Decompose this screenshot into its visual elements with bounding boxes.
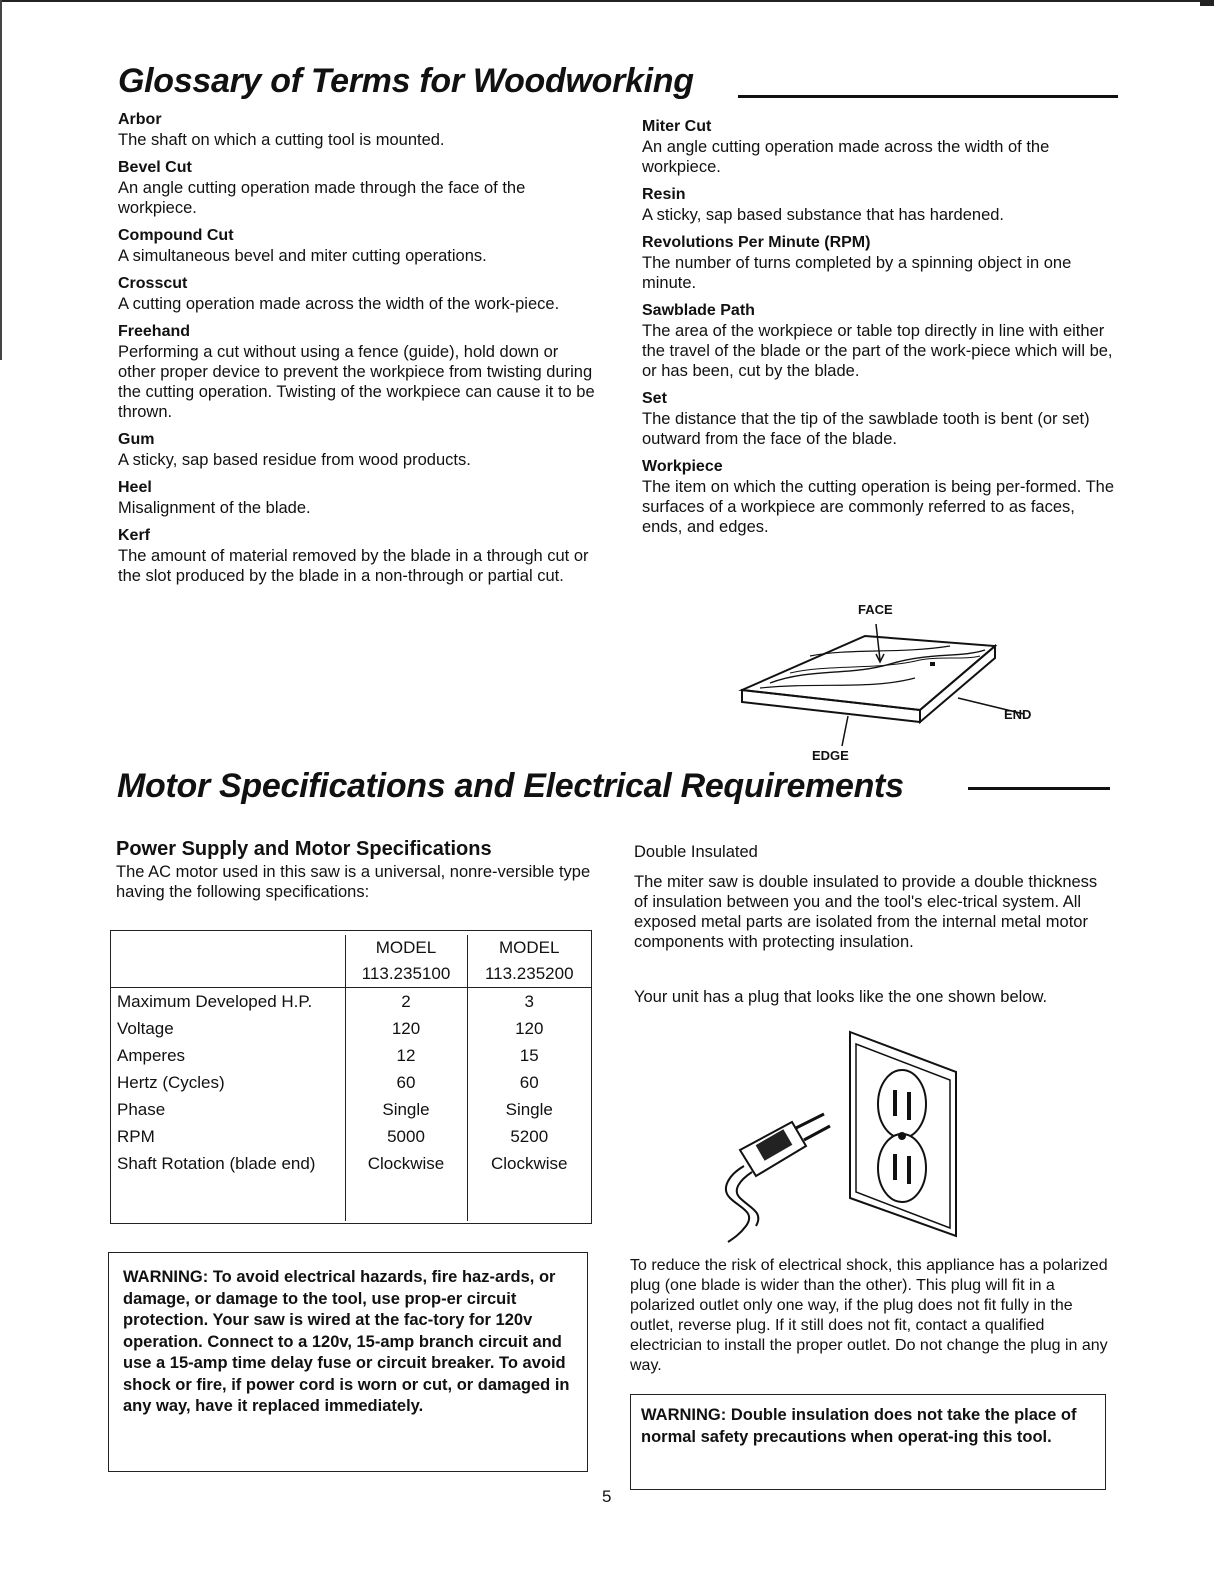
table-row: Hertz (Cycles) 60 60 (111, 1069, 591, 1096)
glossary-title-rule (738, 95, 1118, 98)
figure-label-edge: EDGE (812, 748, 849, 763)
motor-title-rule (968, 787, 1110, 790)
column-header: MODEL (345, 935, 467, 961)
page-number: 5 (602, 1487, 612, 1506)
polarized-plug-para: To reduce the risk of electrical shock, this appliance has a polarized plug (one blade is wider than the other). This plug will fit in a polarized outlet only one way, if the plug does not fit fully in the outlet, reverse plug. If it still does not fit, contact a qualified electrician to install the proper outlet. Do not change the plug in any way. (630, 1257, 1108, 1374)
figure-label-end: END (1004, 707, 1032, 722)
plug-outlet-figure (700, 1026, 970, 1244)
warning-electrical-box (108, 1252, 588, 1472)
glossary-left-column (118, 110, 596, 594)
table-row: Voltage 120 120 (111, 1015, 591, 1042)
glossary-term: Gum A sticky, sap based residue from wood products. (118, 431, 471, 469)
glossary-term: Bevel Cut An angle cutting operation made through the face of the workpiece. (118, 159, 526, 217)
warning-double-insulation-box (630, 1394, 1106, 1490)
warning-electrical-text: WARNING: To avoid electrical hazards, fire haz-ards, or damage, or damage to the tool, use prop-er circuit protection. Your saw is wired at the fac-tory for 120v operation. Connect to a 120v, 15-amp branch circuit and use a 15-amp time delay fuse or circuit breaker. To avoid shock or fire, if power cord is worn or cut, or damaged in any way, have it replaced immediately. (123, 1268, 570, 1415)
double-insulated-heading: Double Insulated (634, 843, 758, 861)
table-row: RPM 5000 5200 (111, 1123, 591, 1150)
table-row: Maximum Developed H.P. 2 3 (111, 988, 591, 1016)
spec-table-box (110, 930, 592, 1224)
table-row: Amperes 12 15 (111, 1042, 591, 1069)
left-edge-mark (0, 0, 2, 360)
table-row: Phase Single Single (111, 1096, 591, 1123)
double-insulated-para: The miter saw is double insulated to provide a double thickness of insulation between you and the tool's elec-trical system. All exposed metal parts are isolated from the internal metal motor components with protecting insulation. (634, 873, 1098, 951)
plug-intro-para: Your unit has a plug that looks like the one shown below. (634, 988, 1048, 1006)
figure-label-face: FACE (858, 602, 893, 617)
glossary-term: Set The distance that the tip of the sawblade tooth is bent (or set) outward from the face of the blade. (642, 390, 1090, 448)
glossary-term: Sawblade Path The area of the workpiece or table top directly in line with either the travel of the blade or the part of the work-piece which will be, or has been, cut by the blade. (642, 302, 1113, 380)
power-supply-heading: Power Supply and Motor Specifications (116, 838, 492, 860)
table-header-row (111, 961, 591, 988)
glossary-term: Miter Cut An angle cutting operation made across the width of the workpiece. (642, 118, 1050, 176)
glossary-right-column (642, 117, 1116, 545)
column-header: MODEL (467, 935, 591, 961)
model-number: 113.235100 (345, 961, 467, 988)
glossary-term: Compound Cut A simultaneous bevel and miter cutting operations. (118, 227, 487, 265)
workpiece-drawing (730, 598, 1050, 768)
glossary-term: Crosscut A cutting operation made across the width of the work-piece. (118, 275, 560, 313)
plug-outlet-drawing (700, 1026, 970, 1244)
glossary-term: Workpiece The item on which the cutting operation is being per-formed. The surfaces of a workpiece are commonly referred to as faces, ends, and edges. (642, 458, 1115, 536)
model-number: 113.235200 (467, 961, 591, 988)
warning-double-insulation-text: WARNING: Double insulation does not take the place of normal safety precautions when operat-ing this tool. (641, 1406, 1077, 1446)
workpiece-figure (730, 598, 1050, 768)
motor-title: Motor Specifications and Electrical Requirements (117, 767, 904, 805)
glossary-term: Revolutions Per Minute (RPM) The number of turns completed by a spinning object in one minute. (642, 234, 1072, 292)
glossary-title: Glossary of Terms for Woodworking (118, 62, 694, 100)
top-right-mark (1200, 0, 1214, 6)
table-header-row (111, 935, 591, 961)
power-supply-intro: The AC motor used in this saw is a universal, nonre-versible type having the following specifications: (116, 863, 591, 901)
spec-table (111, 935, 591, 1221)
table-row: Shaft Rotation (blade end) Clockwise Clockwise (111, 1150, 591, 1177)
glossary-term: Arbor The shaft on which a cutting tool is mounted. (118, 111, 445, 149)
top-border (0, 0, 1210, 2)
glossary-term: Heel Misalignment of the blade. (118, 479, 311, 517)
glossary-term: Resin A sticky, sap based substance that has hardened. (642, 186, 1005, 224)
glossary-term: Kerf The amount of material removed by the blade in a through cut or the slot produced by the blade in a non-through or partial cut. (118, 527, 589, 585)
table-filler-row (111, 1177, 591, 1221)
glossary-term: Freehand Performing a cut without using a fence (guide), hold down or other proper device to prevent the workpiece from twisting during the cutting operation. Twisting of the workpiece can cause it to be thrown. (118, 323, 595, 421)
